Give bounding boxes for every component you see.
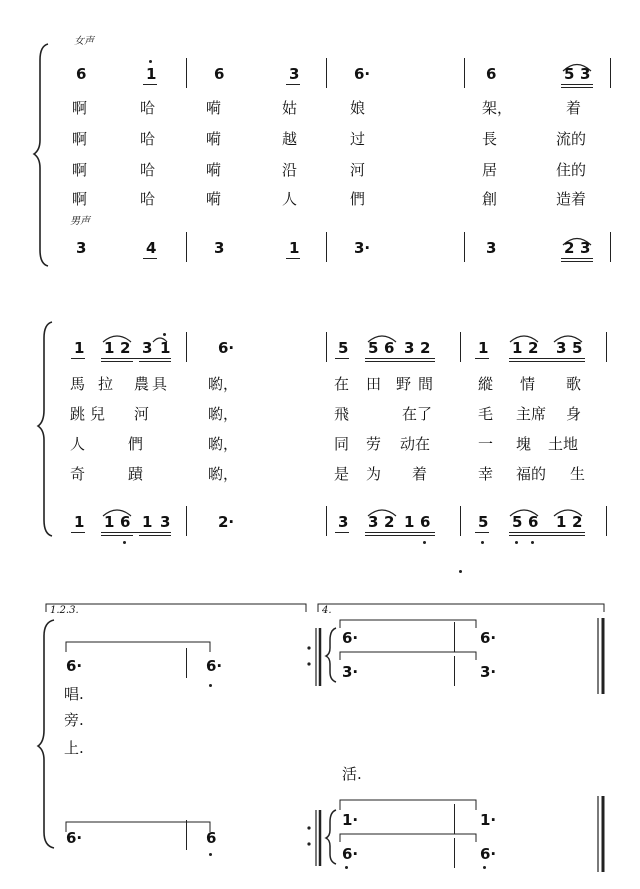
lyric: 農 xyxy=(134,375,150,393)
lyric: 过 xyxy=(350,130,366,148)
note: 6· xyxy=(218,339,235,357)
lyric: 啊 xyxy=(72,190,88,208)
note: 6 xyxy=(528,513,539,531)
note: 6 xyxy=(120,513,131,531)
lyric: 飛 xyxy=(334,405,350,423)
note: 1 xyxy=(512,339,523,357)
lyric: 一 xyxy=(478,435,494,453)
note: 1 xyxy=(404,513,415,531)
note: 3· xyxy=(354,239,371,257)
note: 3 xyxy=(368,513,379,531)
lyric: 啊 xyxy=(72,130,88,148)
note: 6 xyxy=(214,65,225,83)
lyric: 哈 xyxy=(140,99,156,117)
note: 5 xyxy=(368,339,379,357)
lyric: 主席 xyxy=(516,405,547,423)
lyric: 情 xyxy=(520,375,536,393)
lyric: 野 xyxy=(396,375,412,393)
lyric: 歌 xyxy=(566,375,582,393)
note: 3 xyxy=(76,239,87,257)
lyric: 住的 xyxy=(556,161,587,179)
lyric: 喲， xyxy=(208,465,239,483)
octave-dot xyxy=(483,866,486,869)
lyric: 人 xyxy=(70,435,86,453)
lyric: 幸 xyxy=(478,465,494,483)
lyric: 在了 xyxy=(402,405,433,423)
lyric: 河 xyxy=(134,405,150,423)
note: 6· xyxy=(66,829,83,847)
note: 3 xyxy=(289,65,300,83)
voice-label-male: 男声 xyxy=(70,216,90,227)
note: 1 xyxy=(556,513,567,531)
note: 6· xyxy=(342,845,359,863)
lyric: 嗬 xyxy=(206,99,222,117)
note: 2 xyxy=(384,513,395,531)
barline xyxy=(454,656,455,686)
lyric: 啊 xyxy=(72,99,88,117)
voice-label-female: 女声 xyxy=(74,36,94,47)
lyric: 沿 xyxy=(282,161,298,179)
lyric: 們 xyxy=(128,435,144,453)
lyric: 哈 xyxy=(140,161,156,179)
lyric: 蹟 xyxy=(128,465,144,483)
note: 1· xyxy=(342,811,359,829)
note: 6· xyxy=(66,657,83,675)
note: 5 xyxy=(478,513,489,531)
note: 1 xyxy=(478,339,489,357)
note: 3 xyxy=(580,239,591,257)
note: 3· xyxy=(480,663,497,681)
lyric: 福的 xyxy=(516,465,547,483)
note: 1 xyxy=(104,339,115,357)
lyric: 拉 xyxy=(98,375,114,393)
lyric: 越 xyxy=(282,130,298,148)
barline xyxy=(186,820,187,850)
lyric: 同 xyxy=(334,435,350,453)
note: 5 xyxy=(564,65,575,83)
lyric: 为 xyxy=(366,465,382,483)
lyric: 哈 xyxy=(140,190,156,208)
note: 4 xyxy=(146,239,157,257)
note: 5 xyxy=(572,339,583,357)
ending-label-1: 1.2.3. xyxy=(50,605,79,616)
lyric: 河 xyxy=(350,161,366,179)
note: 1· xyxy=(480,811,497,829)
note: 5 xyxy=(512,513,523,531)
note: 5 xyxy=(338,339,349,357)
lyric: 姑 xyxy=(282,99,298,117)
note: 3 xyxy=(160,513,171,531)
note: 6 xyxy=(76,65,87,83)
note: 3 xyxy=(580,65,591,83)
lyric: 間 xyxy=(418,375,434,393)
lyric: 塊 xyxy=(516,435,532,453)
lyric: 啊 xyxy=(72,161,88,179)
lyric: 喲， xyxy=(208,375,239,393)
lyric: 創 xyxy=(482,190,498,208)
lyric: 具 xyxy=(152,375,168,393)
lyric: 着 xyxy=(412,465,428,483)
lyric: 們 xyxy=(350,190,366,208)
lyric: 人 xyxy=(282,190,298,208)
note: 6· xyxy=(206,657,223,675)
lyric: 跳 xyxy=(70,405,86,423)
octave-dot xyxy=(345,866,348,869)
note: 2 xyxy=(528,339,539,357)
note: 1 xyxy=(146,65,157,83)
lyric: 嗬 xyxy=(206,130,222,148)
note: 6· xyxy=(342,629,359,647)
note: 6 xyxy=(384,339,395,357)
note: 6· xyxy=(354,65,371,83)
lyric: 活. xyxy=(342,765,362,783)
note: 3 xyxy=(404,339,415,357)
note: 3· xyxy=(342,663,359,681)
lyric: 生 xyxy=(570,465,586,483)
note: 2 xyxy=(572,513,583,531)
note: 6 xyxy=(486,65,497,83)
note: 1 xyxy=(74,513,85,531)
barline xyxy=(454,804,455,834)
note: 2 xyxy=(420,339,431,357)
octave-dot xyxy=(209,853,212,856)
barline xyxy=(454,622,455,652)
barline xyxy=(454,838,455,868)
lyric: 嗬 xyxy=(206,190,222,208)
note: 1 xyxy=(74,339,85,357)
lyric: 在 xyxy=(334,375,350,393)
lyric: 流的 xyxy=(556,130,587,148)
note: 6· xyxy=(480,629,497,647)
lyric: 架， xyxy=(482,99,513,117)
lyric: 居 xyxy=(482,161,498,179)
lyric: 旁. xyxy=(64,711,84,729)
note: 1 xyxy=(160,339,171,357)
lyric: 上. xyxy=(64,739,84,757)
note: 2· xyxy=(218,513,235,531)
lyric: 是 xyxy=(334,465,350,483)
lyric: 动在 xyxy=(400,435,431,453)
note: 6 xyxy=(206,829,217,847)
note: 6 xyxy=(420,513,431,531)
lyric: 娘 xyxy=(350,99,366,117)
barline xyxy=(186,648,187,678)
note: 6· xyxy=(480,845,497,863)
octave-dot xyxy=(209,684,212,687)
note: 2 xyxy=(564,239,575,257)
lyric: 唱. xyxy=(64,685,84,703)
note: 2 xyxy=(120,339,131,357)
lyric: 馬 xyxy=(70,375,86,393)
lyric: 身 xyxy=(566,405,582,423)
note: 1 xyxy=(289,239,300,257)
note: 3 xyxy=(338,513,349,531)
lyric: 喲， xyxy=(208,435,239,453)
note: 1 xyxy=(142,513,153,531)
ending-label-2: 4. xyxy=(322,605,332,616)
lyric: 縱 xyxy=(478,375,494,393)
note: 3 xyxy=(214,239,225,257)
lyric: 造着 xyxy=(556,190,587,208)
lyric: 嗬 xyxy=(206,161,222,179)
lyric: 長 xyxy=(482,130,498,148)
lyric: 着 xyxy=(566,99,582,117)
lyric: 土地 xyxy=(548,435,579,453)
note: 3 xyxy=(142,339,153,357)
lyric: 喲， xyxy=(208,405,239,423)
lyric: 田 xyxy=(366,375,382,393)
lyric: 奇 xyxy=(70,465,86,483)
lyric: 劳 xyxy=(366,435,382,453)
note: 3 xyxy=(486,239,497,257)
lyric: 兒 xyxy=(90,405,106,423)
lyric: 毛 xyxy=(478,405,494,423)
note: 3 xyxy=(556,339,567,357)
lyric: 哈 xyxy=(140,130,156,148)
note: 1 xyxy=(104,513,115,531)
